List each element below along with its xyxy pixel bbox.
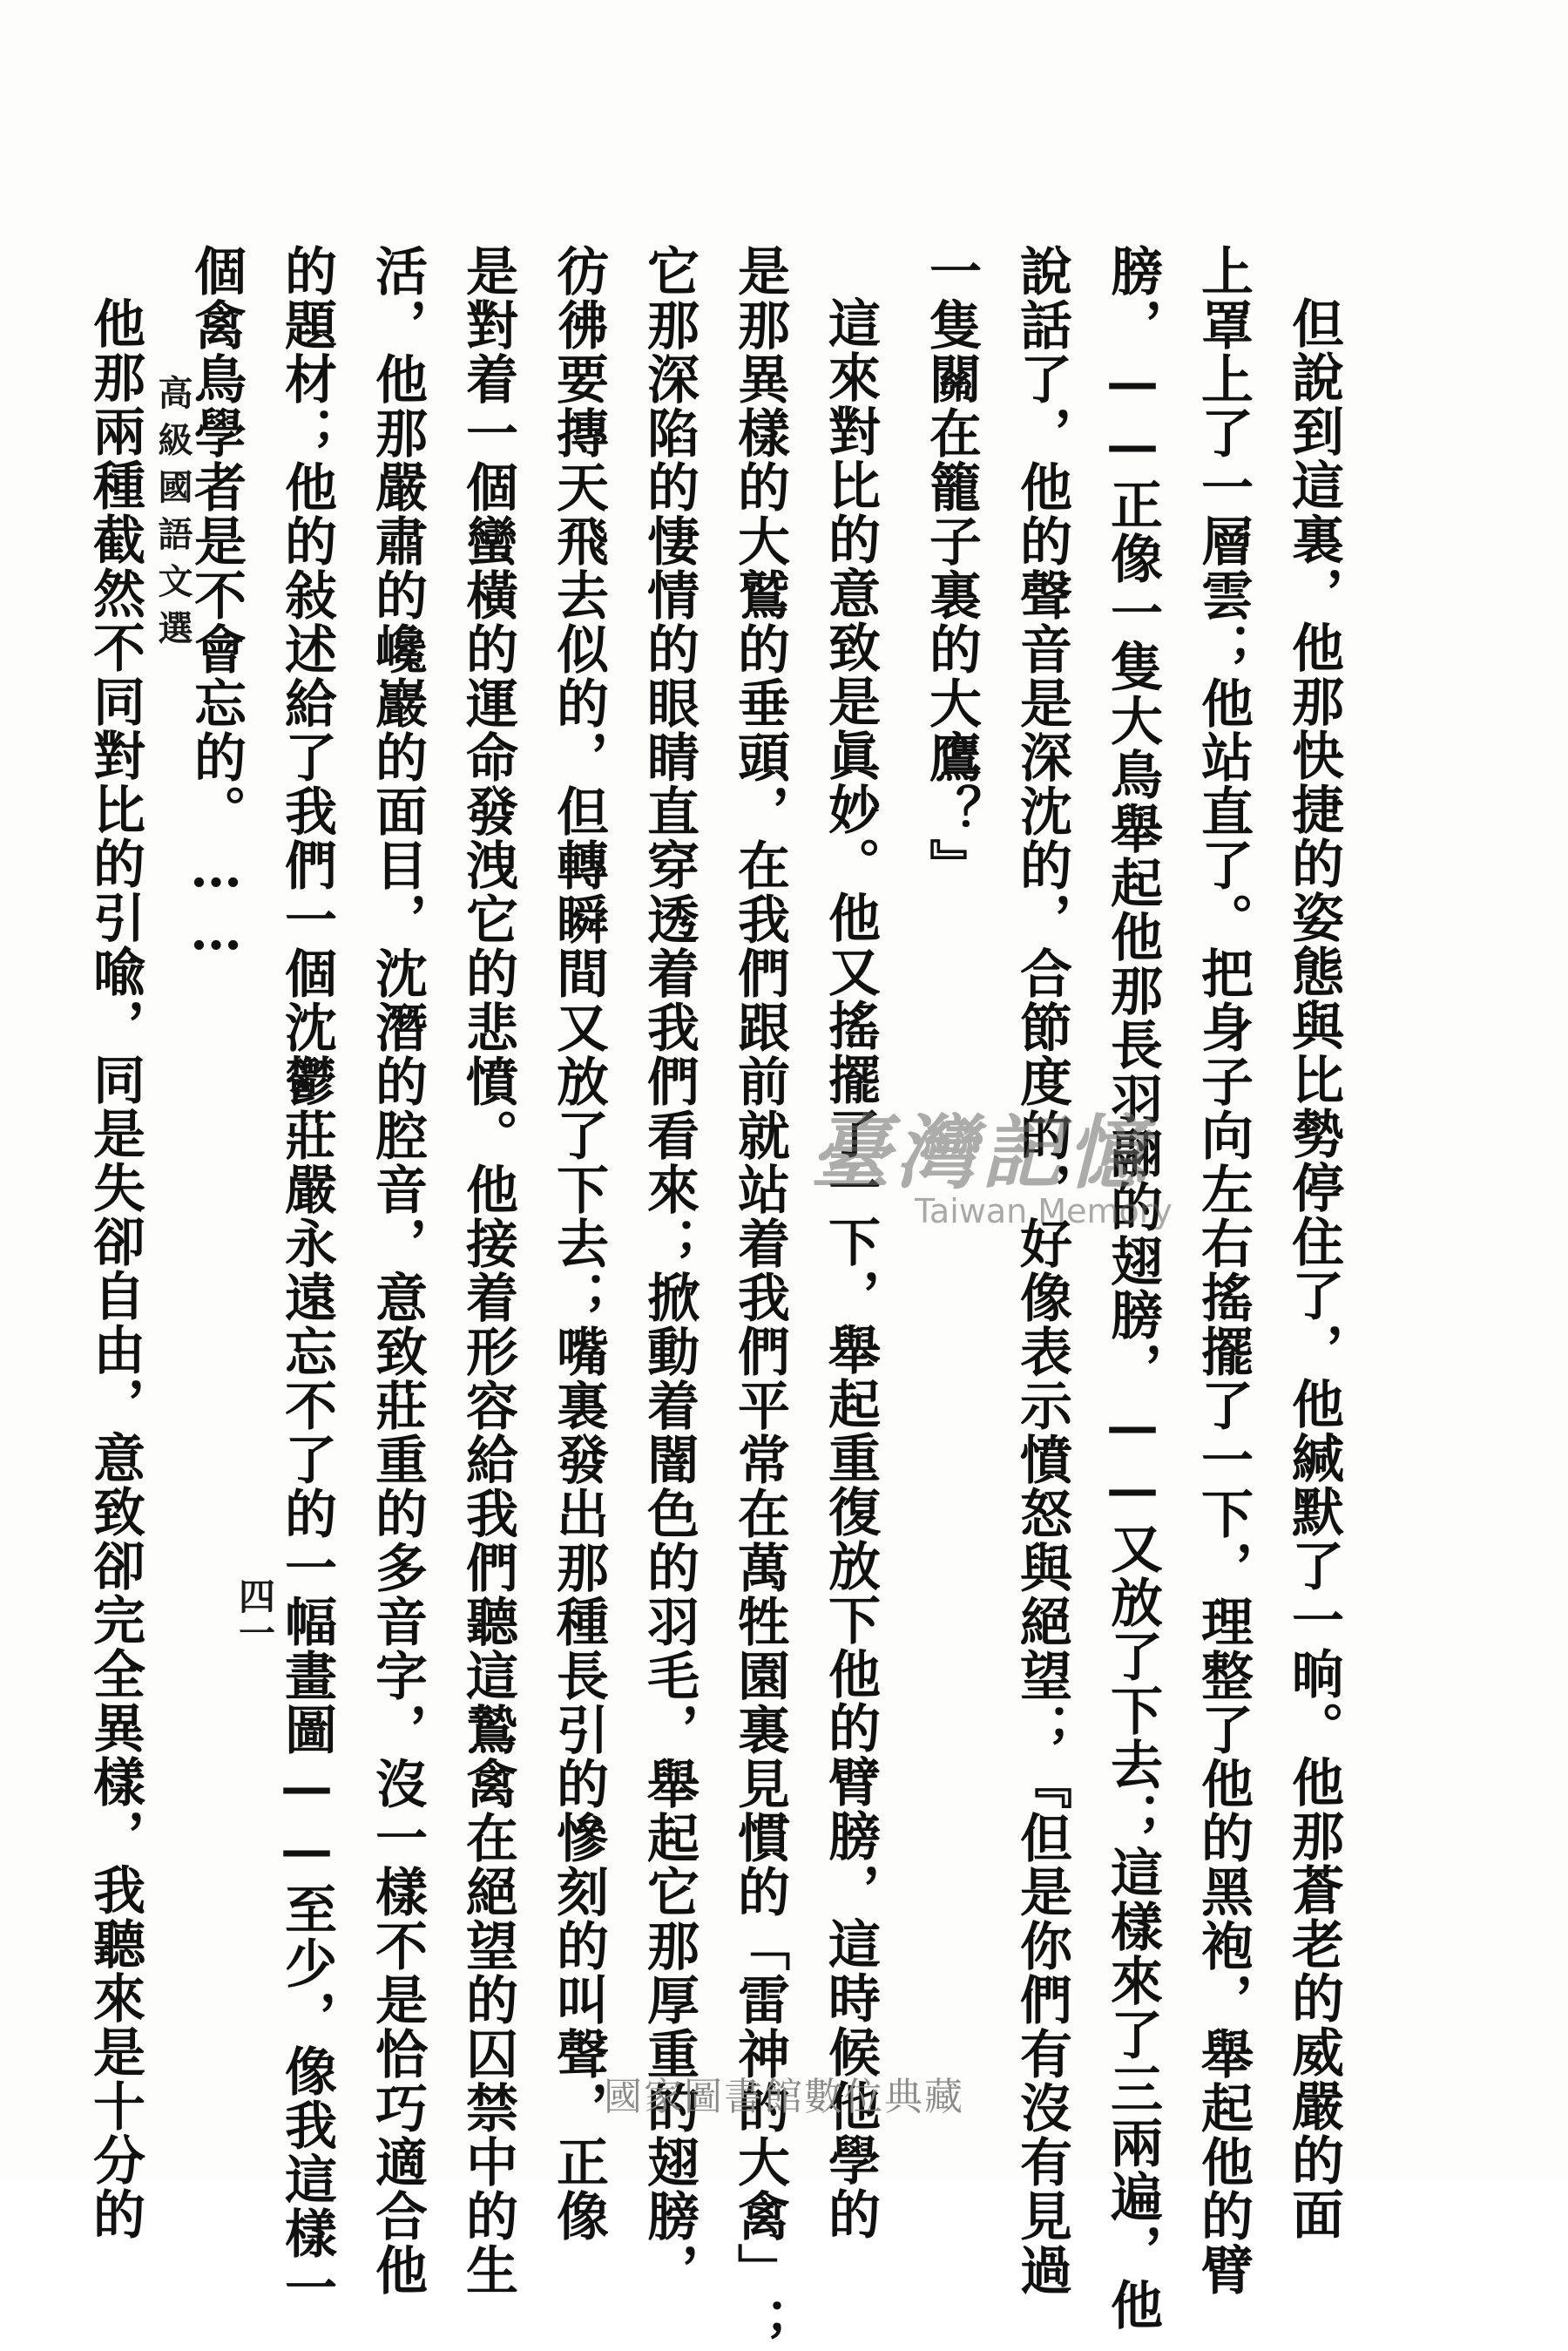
text-column: 一隻關在籠子裏的大鷹？』 <box>921 244 982 892</box>
text-column: 但說到這裏，他那快捷的姿態與比勢停住了，他緘默了一晌。他那蒼老的威嚴的面 <box>1283 296 1344 2241</box>
text-column: 的題材；他的敍述給了我們一個沈鬱莊嚴永遠忘不了的一幅畫圖——至少，像我這樣一 <box>276 244 337 2314</box>
text-column: 個禽鳥學者是不會忘的。…… <box>186 244 247 964</box>
running-head: 高級國語文選 <box>152 375 193 657</box>
text-column: 膀，——正像一隻大鳥舉起他那長羽翮的翅膀，——又放了下去；這樣來了三兩遍，他 <box>1102 244 1163 2332</box>
text-column: 活，他那嚴肅的巉巖的面目，沈潛的腔音，意致莊重的多音字，沒一樣不是恰巧適合他 <box>367 244 428 2297</box>
text-column: 是對着一個蠻橫的運命發洩它的悲憤。他接着形容給我們聽這鷙禽在絕望的囚禁中的生 <box>457 244 518 2297</box>
text-column: 是那異樣的大鷲的垂頭，在我們跟前就站着我們平常在萬牲園裏見慣的「雷神的大禽」； <box>729 244 790 2351</box>
watermark-title: 臺灣記憶 <box>810 1106 1152 1200</box>
page-number: 四一 <box>233 1577 276 1650</box>
text-column: 上罩上了一層雲；他站直了。把身子向左右搖擺了一下，理整了他的黑袍，舉起他的臂 <box>1193 244 1254 2297</box>
watermark-subtitle: Taiwan Memory <box>915 1192 1173 1230</box>
text-column: 這來對比的意致是眞妙。他又搖擺了一下，舉起重復放下他的臂膀，這時候他學的 <box>820 296 881 2241</box>
text-column: 他那兩種截然不同對比的引喩，同是失卻自由，意致卻完全異樣，我聽來是十分的 <box>84 296 145 2241</box>
text-column: 它那深陷的悽情的眼睛直穿透着我們看來；掀動着闇色的羽毛，舉起它那厚重的翅膀， <box>639 244 700 2297</box>
text-column: 說話了，他的聲音是深沈的，合節度的，好像表示憤怒與絕望；『但是你們有沒有見過 <box>1011 244 1072 2297</box>
text-column: 彷彿要摶天飛去似的，但轉瞬間又放了下去；嘴裏發出那種長引的慘刻的叫聲，正像 <box>548 244 609 2243</box>
footer-credit: 國家圖書館數位典藏 <box>604 2075 964 2119</box>
